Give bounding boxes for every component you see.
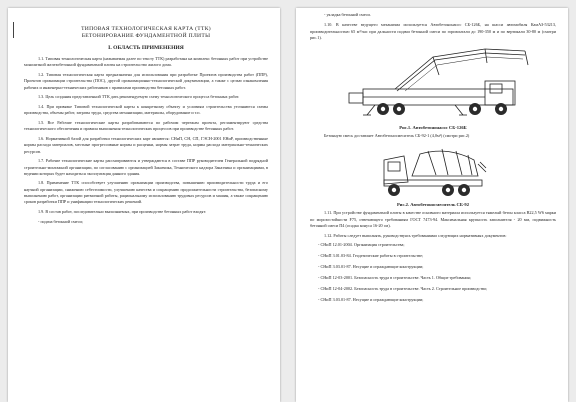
paragraph-1-9: 1.9. В состав работ, последовательно выполняемых, при производстве бетонных работ входят:: [38, 209, 207, 215]
document-title-line-2: БЕТОНИРОВАНИЕ ФУНДАМЕНТНОЙ ПЛИТЫ: [81, 33, 211, 39]
paragraph-1-3: 1.3. Цель создания представленной ТТК дать рекомендуемую схему технологического процесса бетонных работ.: [38, 94, 240, 100]
concrete-mixer-illustration: [378, 142, 488, 200]
paragraph-1-1: 1.1. Типовая технологическая карта (называемая далее по тексту ТТК) разработана на комплекс бетонных работ при устройстве монолитной железобетонной фундаментной плиты на строительство жилого дома.: [24, 56, 268, 68]
list-item: - СНиП 12-04-2002. Безопасность труда в строительстве. Часть 2. Строительное производство;: [318, 285, 488, 291]
list-item: - СНиП 3.03.01-87. Несущие и ограждающие конструкции;: [318, 264, 424, 270]
list-item: - СНиП 12.01-2004. Организация строительства;: [318, 242, 405, 248]
figure-1-caption: Рис.1. Автобетононасос СБ-126Б: [399, 124, 467, 130]
list-item: - СНиП 12-03-2001. Безопасность труда в строительстве. Часть 1. Общие требования;: [318, 274, 471, 280]
paragraph-1-7: 1.7. Рабочие технологические карты рассматриваются и утверждаются в составе ППР руководителем Генеральной подрядной строительно-монтажной организации, по согласованию с организацией Заказчика, Технического надзора Заказчика и организациями, в ведении которых будет находиться эксплуатация данного здания.: [24, 158, 268, 176]
list-item: - укладка бетонной смеси.: [324, 12, 371, 17]
list-item: - СНиП 3.01.03-84. Геодезические работы в строительстве;: [318, 253, 424, 259]
document-title-line-1: ТИПОВАЯ ТЕХНОЛОГИЧЕСКАЯ КАРТА (ТТК): [81, 26, 211, 32]
paragraph-1-2: 1.2. Типовая технологическая карта предназначена для использования при разработке Проектов производства работ (ППР), Проектов организации строительства (ПОС), другой организационно-технологической документации, а также с целью ознакомления рабочих и инженерно-технических работников с правилами производства бетонных работ.: [24, 71, 268, 90]
concrete-pump-illustration: [335, 45, 531, 123]
paragraph-1-12: 1.12. Работы следует выполнять, руководствуясь требованиями следующих нормативных документов:: [324, 232, 507, 238]
left-page: [8, 8, 280, 402]
paragraph-1-8: 1.8. Применение ТТК способствует улучшению организации производства, повышению производительности труда и его научной организации, снижению себестоимости, улучшению качества и сокращению продолжительности строительства, безопасному выполнению работ, организации ритмичной работы, рациональному использованию трудовых ресурсов и машин, а также сокращению сроков разработки ППР и унификации технологических решений.: [24, 180, 268, 205]
paragraph-1-10: 1.10. В качестве ведущего механизма используется Автобетононасос СБ-126Б, на шасси автомобиля КамАЗ-53213, производительностью 65 м³/час при дальности подачи бетонной смеси по горизонтали до 190-350 м и по вертикали 30-80 м (смотри рис.1).: [310, 22, 556, 40]
margin-marker: [13, 22, 14, 38]
list-item: - СНиП 3.03.01-87. Несущие и ограждающие конструкции;: [318, 296, 424, 302]
paragraph-mixer: Бетонную смесь доставляет Автобетоносмеситель СБ-92-1 (4,0м³) (смотри рис.2): [324, 132, 470, 138]
section-heading: I. ОБЛАСТЬ ПРИМЕНЕНИЯ: [108, 45, 184, 51]
paragraph-1-4: 1.4. При привязке Типовой технологической карты к конкретному объекту и условиям строительства уточняются схемы производства, объемы работ, затраты труда, средства механизации, материалы, оборудование и т.п.: [24, 103, 268, 116]
right-page: [296, 8, 568, 402]
figure-2-caption: Рис.2. Автобетоносмеситель СБ-92: [397, 202, 469, 208]
paragraph-1-6: 1.6. Нормативной базой для разработки технологических карт являются: СНиП, СН, СП, ГЭСН-2001 ЕНиР, производственные нормы расхода материалов, местные прогрессивные нормы и расценки, нормы затрат труда, нормы расхода материально-технических ресурсов.: [24, 135, 268, 154]
paragraph-1-5: 1.5. Все Рабочие технологические карты разрабатываются по рабочим чертежам проекта, регламентируют средства технологического обеспечения и правила выполнения технологических процессов при производстве бетонных работ.: [24, 119, 268, 132]
list-item: - подача бетонной смеси;: [38, 219, 83, 225]
paragraph-1-11: 1.11. При устройстве фундаментной плиты в качестве основного материала используется тяжелый бетон класса В22,5 W6 марки по морозостойкости F75, отвечающего требованиям ГОСТ 7473-94. Максимальная крупность заполнителя - 20 мм, подвижность бетонной смеси П4 (осадка конуса 16-20 см).: [310, 210, 556, 228]
